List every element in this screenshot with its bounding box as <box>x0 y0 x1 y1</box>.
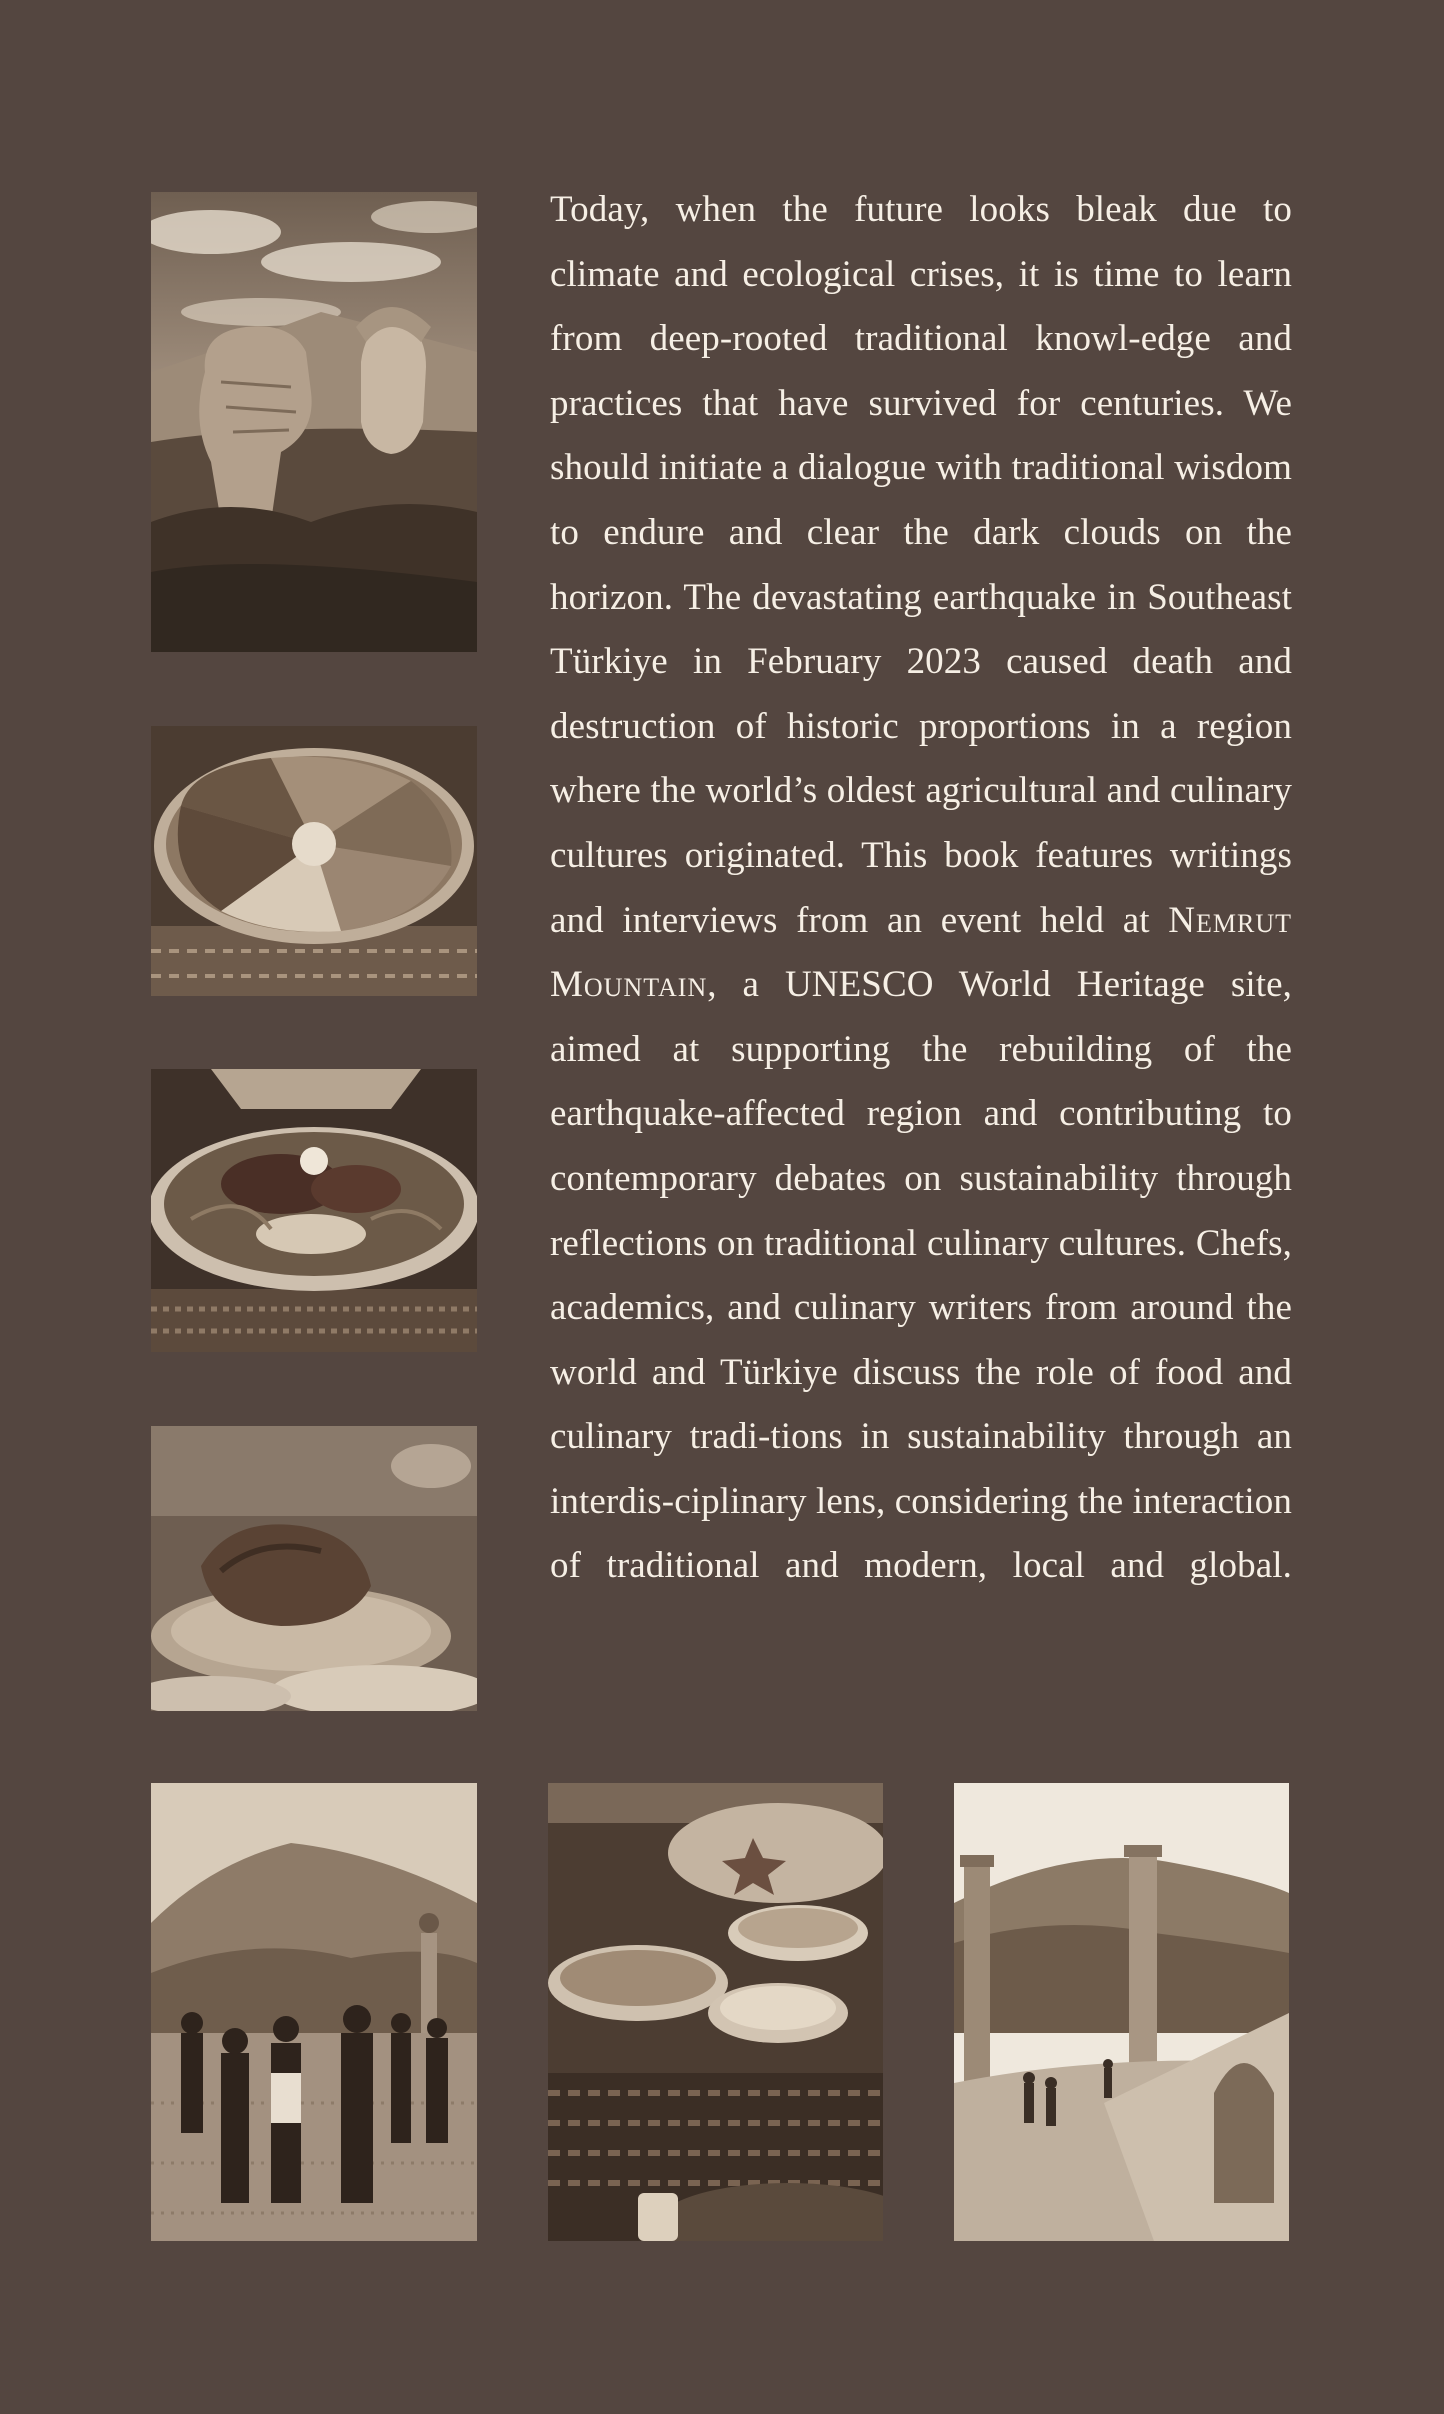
photo-nemrut-statues <box>151 192 477 652</box>
place-name: Nemrut Mountain <box>550 899 1292 1006</box>
back-cover-blurb <box>550 178 1292 1599</box>
photo-tray-dried-foods <box>151 726 477 996</box>
photo-platter-olives <box>151 1069 477 1352</box>
photo-roasted-dish <box>151 1426 477 1711</box>
photo-ancient-columns <box>954 1783 1289 2241</box>
blurb-text-part2: , a UNESCO World Heritage site, aimed at supporting the rebuilding of the earthquake-affected region and contributing to contemporary debates on sustainability through reflections on traditional culinary cultures. Chefs, academics, and culinary writers from around the world and Türkiye discuss the role of food and culinary tradi-tions in sustainability through an interdis-ciplinary lens, considering the interaction of traditional and modern, local and global. <box>550 964 1292 1587</box>
photo-food-table <box>548 1783 883 2241</box>
photo-group-walking <box>151 1783 477 2241</box>
blurb-text-part1: Today, when the future looks bleak due to climate and ecological crises, it is time to learn from deep-rooted traditional knowl-edge and practices that have survived for centuries. We should initiate a dialogue with traditional wisdom to endure and clear the dark clouds on the horizon. The devastating earthquake in Southeast Türkiye in February 2023 caused death and destruction of historic proportions in a region where the world’s oldest agricultural and culinary cultures originated. This book features writings and interviews from an event held at <box>550 189 1292 941</box>
